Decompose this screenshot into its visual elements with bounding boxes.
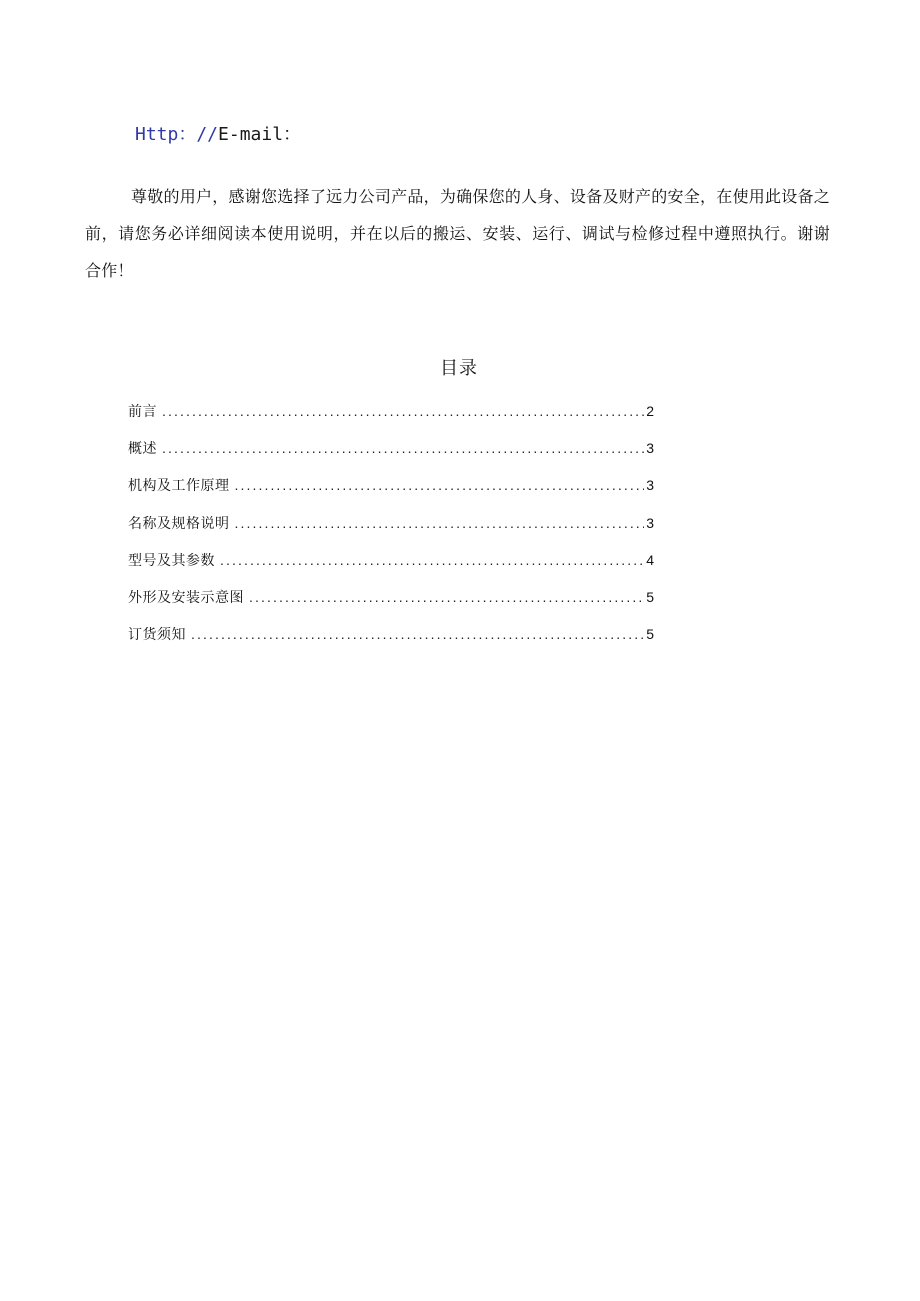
table-of-contents bbox=[128, 400, 654, 660]
toc-entry-ordering[interactable] bbox=[128, 623, 654, 660]
toc-entry-label: 机构及工作原理 bbox=[128, 478, 230, 495]
toc-dot-leader bbox=[249, 586, 644, 608]
toc-entry-specifications[interactable] bbox=[128, 512, 654, 549]
toc-entry-label: 订货须知 bbox=[128, 627, 186, 644]
toc-entry-page: 5 bbox=[646, 588, 654, 605]
toc-entry-page: 3 bbox=[646, 514, 654, 531]
toc-entry-preface[interactable] bbox=[128, 400, 654, 437]
toc-entry-mechanism[interactable] bbox=[128, 474, 654, 511]
toc-dot-leader bbox=[220, 549, 644, 571]
toc-entry-overview[interactable] bbox=[128, 437, 654, 474]
toc-entry-label: 前言 bbox=[128, 404, 157, 420]
toc-dot-leader bbox=[162, 400, 644, 422]
toc-entry-page: 3 bbox=[646, 477, 654, 494]
toc-entry-page: 5 bbox=[646, 626, 654, 643]
http-label[interactable]: Http：// bbox=[135, 124, 219, 145]
toc-entry-label: 概述 bbox=[128, 441, 157, 458]
toc-entry-label: 外形及安装示意图 bbox=[128, 589, 244, 606]
toc-entry-label: 名称及规格说明 bbox=[128, 515, 230, 532]
toc-entry-page: 4 bbox=[646, 551, 654, 568]
toc-entry-page: 2 bbox=[646, 403, 654, 419]
toc-dot-leader bbox=[235, 474, 645, 496]
toc-entry-page: 3 bbox=[646, 440, 654, 457]
toc-dot-leader bbox=[235, 512, 645, 534]
contact-line bbox=[135, 122, 301, 148]
toc-entry-installation[interactable] bbox=[128, 586, 654, 623]
toc-entry-label: 型号及其参数 bbox=[128, 552, 215, 569]
intro-paragraph: 尊敬的用户，感谢您选择了远力公司产品，为确保您的人身、设备及财产的安全，在使用此设备之前，请您务必详细阅读本使用说明，并在以后的搬运、安装、运行、调试与检修过程中遵照执行。谢谢合作！ bbox=[85, 187, 830, 280]
toc-dot-leader bbox=[191, 623, 644, 645]
toc-title: 目录 bbox=[440, 358, 478, 379]
toc-dot-leader bbox=[162, 437, 644, 459]
toc-entry-models[interactable] bbox=[128, 549, 654, 586]
email-label: E-mail： bbox=[218, 124, 302, 145]
